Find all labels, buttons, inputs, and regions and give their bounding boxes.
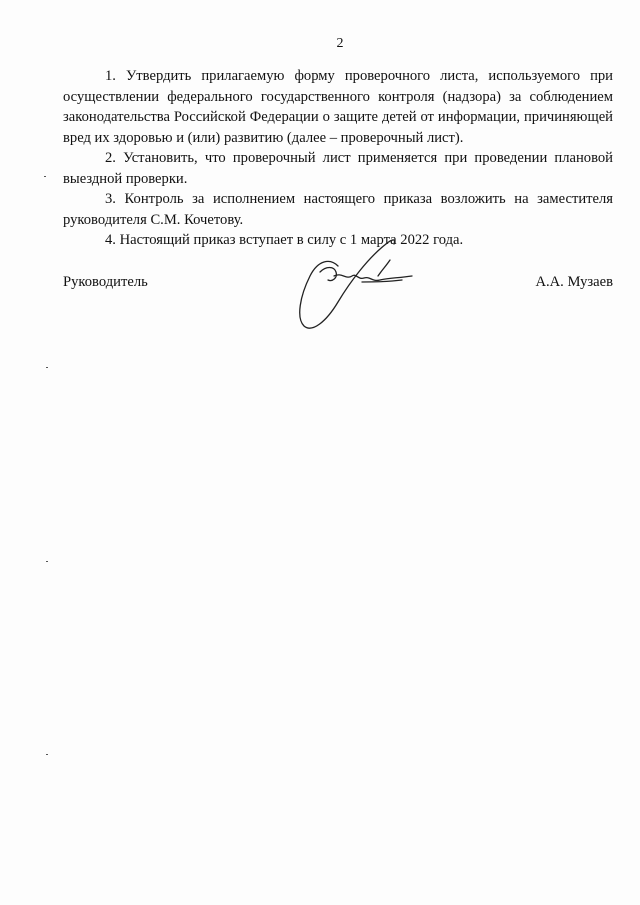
handwritten-signature-icon: [290, 236, 420, 336]
paragraph-2: 2. Установить, что проверочный лист применяется при проведении плановой выездной проверки.: [63, 150, 613, 187]
order-body: [63, 66, 613, 251]
paragraph-1: 1. Утвердить прилагаемую форму проверочного листа, используемого при осуществлении федерального государственного контроля (надзора) за соблюдением законодательства Российской Федерации о защите детей от информации, причиняющей вред их здоровью и (или) развитию (далее – проверочный лист).: [63, 68, 613, 146]
scan-speck: [44, 176, 46, 177]
paragraph-4: 4. Настоящий приказ вступает в силу с 1 марта 2022 года.: [105, 232, 464, 248]
scan-speck: [46, 754, 48, 755]
signer-name: А.А. Музаев: [535, 274, 613, 290]
signer-title: Руководитель: [63, 274, 148, 290]
page-number: 2: [336, 36, 344, 51]
scan-speck: [46, 367, 48, 368]
scan-speck: [46, 561, 48, 562]
paragraph-3: 3. Контроль за исполнением настоящего приказа возложить на заместителя руководителя С.М. Кочетову.: [63, 191, 613, 228]
